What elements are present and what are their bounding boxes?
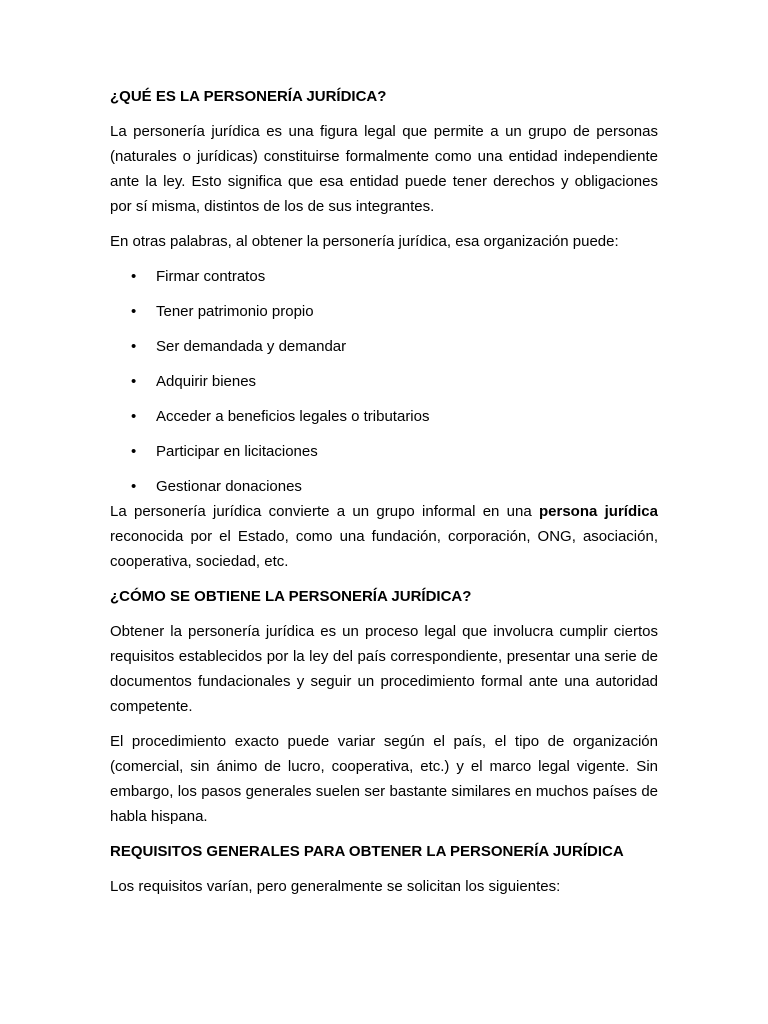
section-heading-requisitos: REQUISITOS GENERALES PARA OBTENER LA PERSONERÍA JURÍDICA — [110, 843, 624, 860]
paragraph-definition: La personería jurídica es una figura legal que permite a un grupo de personas (naturales o jurídicas) constituirse formalmente como una entidad independiente ante la ley. Esto significa que esa entidad puede tener derechos y obligaciones por sí misma, distintos de los de sus integrantes. — [110, 123, 658, 215]
paragraph-process: Obtener la personería jurídica es un proceso legal que involucra cumplir ciertos requisitos establecidos por la ley del país correspondiente, presentar una serie de documentos fundacionales y seguir un procedimiento formal ante una autoridad competente. — [110, 623, 658, 715]
list-item-text: Participar en licitaciones — [156, 443, 318, 460]
list-item-text: Firmar contratos — [156, 268, 266, 285]
bold-term: persona jurídica — [539, 503, 658, 520]
bullet-icon: • — [131, 478, 137, 495]
list-item-text: Gestionar donaciones — [156, 478, 302, 495]
capabilities-list — [110, 264, 658, 499]
list-item — [110, 404, 658, 429]
paragraph-text-after: reconocida por el Estado, como una fundación, corporación, ONG, asociación, cooperativa, sociedad, etc. — [110, 528, 658, 570]
list-item-text: Tener patrimonio propio — [156, 303, 314, 320]
bullet-icon: • — [131, 443, 137, 460]
bullet-icon: • — [131, 268, 137, 285]
section-heading-como-se-obtiene: ¿CÓMO SE OBTIENE LA PERSONERÍA JURÍDICA? — [110, 588, 472, 605]
paragraph-text-before: La personería jurídica convierte a un grupo informal en una — [110, 503, 539, 520]
paragraph-intro-list: En otras palabras, al obtener la personería jurídica, esa organización puede: — [110, 233, 619, 250]
paragraph-persona-juridica — [110, 499, 658, 574]
list-item — [110, 299, 658, 324]
list-item — [110, 439, 658, 464]
list-item — [110, 474, 658, 499]
bullet-icon: • — [131, 303, 137, 320]
list-item-text: Acceder a beneficios legales o tributarios — [156, 408, 430, 425]
list-item-text: Adquirir bienes — [156, 373, 257, 390]
bullet-icon: • — [131, 373, 137, 390]
section-heading-que-es: ¿QUÉ ES LA PERSONERÍA JURÍDICA? — [110, 88, 387, 105]
paragraph-requirements-intro: Los requisitos varían, pero generalmente se solicitan los siguientes: — [110, 878, 561, 895]
list-item — [110, 334, 658, 359]
bullet-icon: • — [131, 338, 137, 355]
list-item — [110, 369, 658, 394]
paragraph-procedure: El procedimiento exacto puede variar según el país, el tipo de organización (comercial, sin ánimo de lucro, cooperativa, etc.) y el marco legal vigente. Sin embargo, los pasos generales suelen ser bastante similares en muchos países de habla hispana. — [110, 733, 658, 825]
list-item-text: Ser demandada y demandar — [156, 338, 347, 355]
list-item — [110, 264, 658, 289]
bullet-icon: • — [131, 408, 137, 425]
